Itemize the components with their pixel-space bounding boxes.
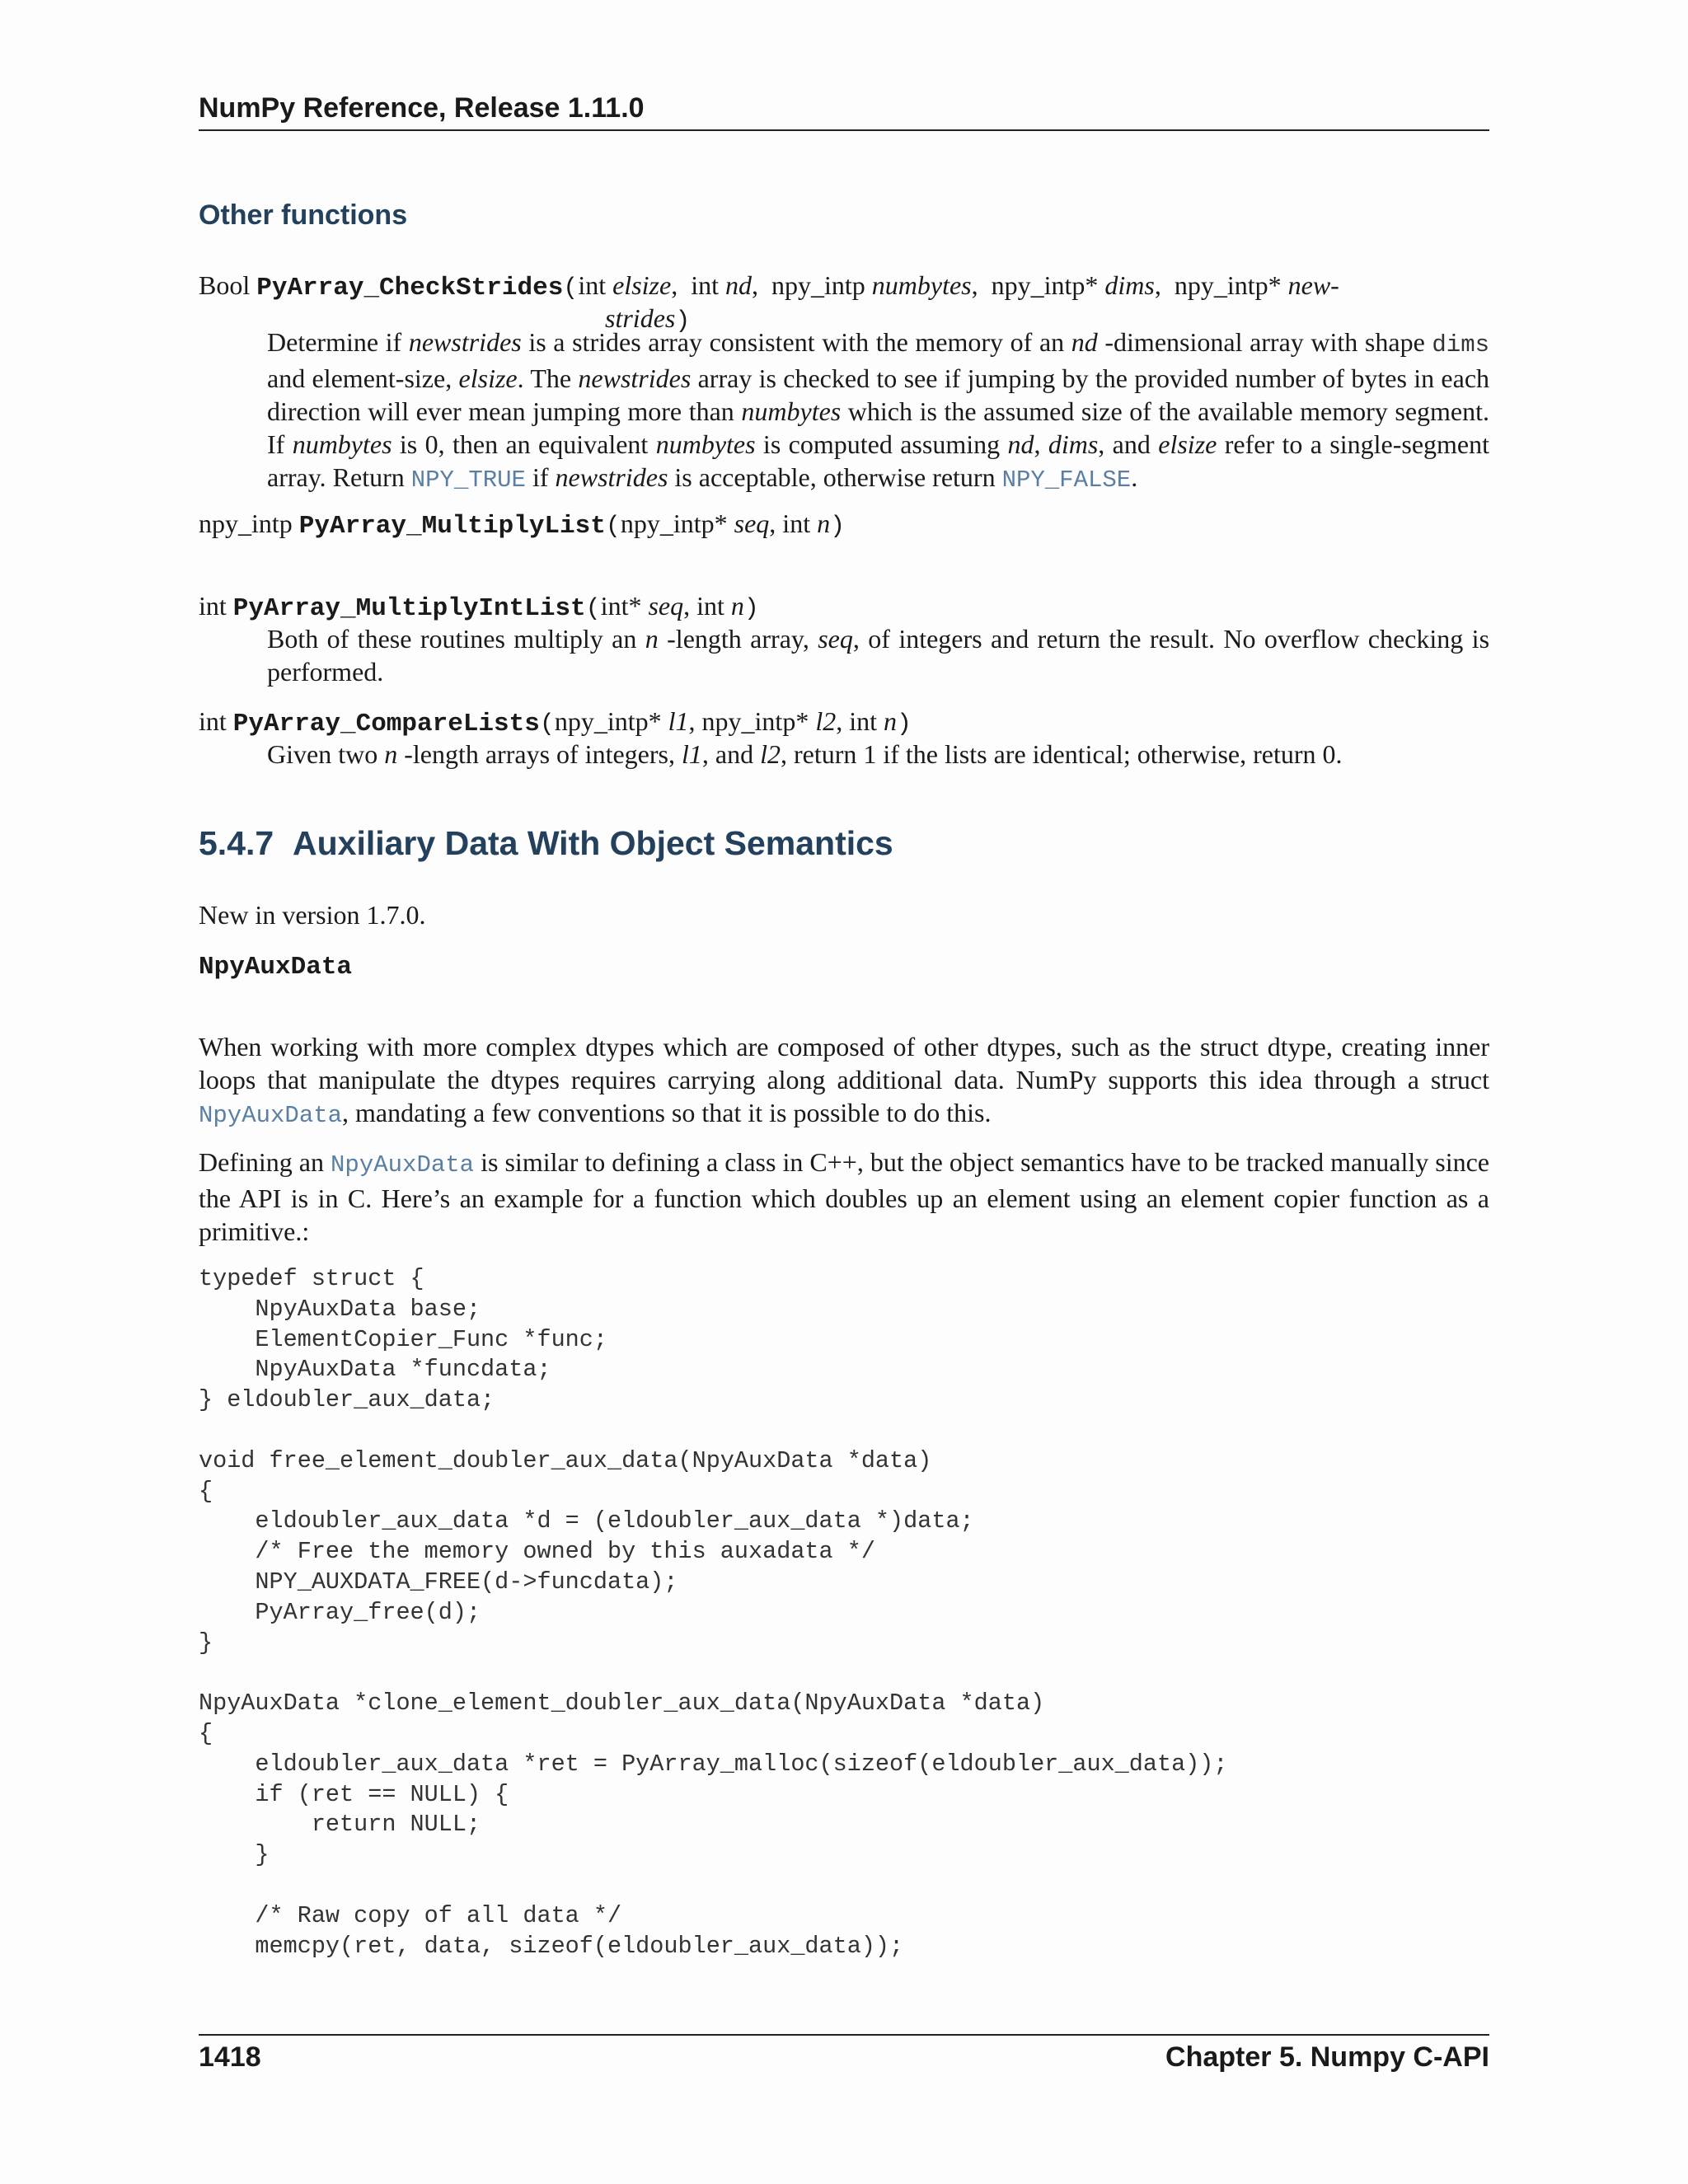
section-number: 5.4.7 bbox=[199, 824, 274, 862]
chapter-title: Chapter 5. Numpy C-API bbox=[1165, 2041, 1489, 2073]
section-title: Auxiliary Data With Object Semantics bbox=[293, 824, 893, 862]
function-name: PyArray_CheckStrides bbox=[256, 274, 564, 302]
param-name: elsize bbox=[612, 270, 672, 300]
param-type: int bbox=[691, 270, 719, 300]
return-type: int bbox=[199, 706, 227, 736]
function-name: PyArray_MultiplyList bbox=[298, 512, 606, 541]
param-type: npy_intp* bbox=[1174, 270, 1282, 300]
function-signature-multiplyintlist: int PyArray_MultiplyIntList(int* seq, int n) bbox=[199, 591, 759, 623]
function-name: PyArray_MultiplyIntList bbox=[232, 594, 586, 623]
npy-false-link[interactable]: NPY_FALSE bbox=[1001, 466, 1132, 494]
function-description-multiplyintlist: Both of these routines multiply an n -length array, seq, of integers and return the result. No overflow checking is performed. bbox=[267, 624, 1490, 687]
page-number: 1418 bbox=[199, 2041, 261, 2073]
function-signature-comparelists: int PyArray_CompareLists(npy_intp* l1, npy_intp* l2, int n) bbox=[199, 706, 912, 738]
subsection-heading: Other functions bbox=[199, 199, 408, 231]
return-type: int bbox=[199, 591, 227, 621]
npyauxdata-link[interactable]: NpyAuxData bbox=[199, 1102, 343, 1129]
param-name: dims bbox=[1104, 270, 1155, 300]
version-note: New in version 1.7.0. bbox=[199, 900, 426, 930]
return-type: npy_intp bbox=[199, 509, 293, 538]
paragraph: Defining an NpyAuxData is similar to defining a class in C++, but the object semantics have to be tracked manually since the API is in C. Here’s an example for a function which doubles up an element using an element copier function as a primitive.: bbox=[199, 1147, 1490, 1246]
param-type: npy_intp* bbox=[991, 270, 1099, 300]
inline-code: dims bbox=[1432, 331, 1490, 359]
param-name: new- bbox=[1287, 270, 1339, 300]
param-name: numbytes bbox=[871, 270, 972, 300]
code-block: typedef struct { NpyAuxData base; ElementCopier_Func *func; NpyAuxData *funcdata; } eldoubler_aux_data; void free_element_doubler_aux_data(NpyAuxData *data) { eldoubler_aux_data *d = (eldoubler_aux_data *)data; /* Free the memory owned by this auxadata */ NPY_AUXDATA_FREE(d->funcdata); PyArray_free(d); } NpyAuxData *clone_element_doubler_aux_data(NpyAuxData *data) { eldoubler_aux_data *ret = PyArray_malloc(sizeof(eldoubler_aux_data)); if (ret == NULL) { return NULL; } /* Raw copy of all data */ memcpy(ret, data, sizeof(eldoubler_aux_data)); bbox=[199, 1265, 1228, 1960]
footer-rule bbox=[199, 2034, 1489, 2036]
function-signature-multiplylist: npy_intp PyArray_MultiplyList(npy_intp* seq, int n) bbox=[199, 509, 846, 541]
function-description-checkstrides: Determine if newstrides is a strides array consistent with the memory of an nd -dimensional array with shape dims and element-size, elsize. The newstrides array is checked to see if jumping by the provided number of bytes in each direction will ever mean jumping more than numbytes which is the assumed size of the available memory segment. If numbytes is 0, then an equivalent numbytes is computed assuming nd, dims, and elsize refer to a single-segment array. Return NPY_TRUE if newstrides is acceptable, otherwise return NPY_FALSE. bbox=[267, 327, 1490, 494]
function-name: PyArray_CompareLists bbox=[232, 710, 540, 738]
npyauxdata-link[interactable]: NpyAuxData bbox=[331, 1151, 475, 1179]
paragraph: When working with more complex dtypes which are composed of other dtypes, such as the struct dtype, creating inner loops that manipulate the dtypes requires carrying along additional data. NumPy supports this idea through a struct NpyAuxData, mandating a few conventions so that it is possible to do this. bbox=[199, 1032, 1489, 1129]
type-signature-npyauxdata bbox=[199, 948, 352, 984]
param-name: strides bbox=[605, 303, 676, 333]
function-description-comparelists: Given two n -length arrays of integers, l1, and l2, return 1 if the lists are identical; otherwise, return 0. bbox=[267, 739, 1343, 769]
header-rule bbox=[199, 129, 1489, 131]
param-type: npy_intp bbox=[771, 270, 865, 300]
section-heading bbox=[199, 824, 893, 863]
function-signature-checkstrides: Bool PyArray_CheckStrides(int elsize, int nd, npy_intp numbytes, npy_intp* dims, npy_intp* new- bbox=[199, 270, 1339, 302]
type-name: NpyAuxData bbox=[199, 953, 353, 982]
open-paren: ( bbox=[563, 274, 579, 302]
running-header: NumPy Reference, Release 1.11.0 bbox=[199, 92, 645, 124]
close-paren: ) bbox=[675, 307, 691, 335]
return-type: Bool bbox=[199, 270, 251, 300]
param-type: int bbox=[578, 270, 607, 300]
npy-true-link[interactable]: NPY_TRUE bbox=[410, 466, 526, 494]
param-name: nd bbox=[724, 270, 752, 300]
